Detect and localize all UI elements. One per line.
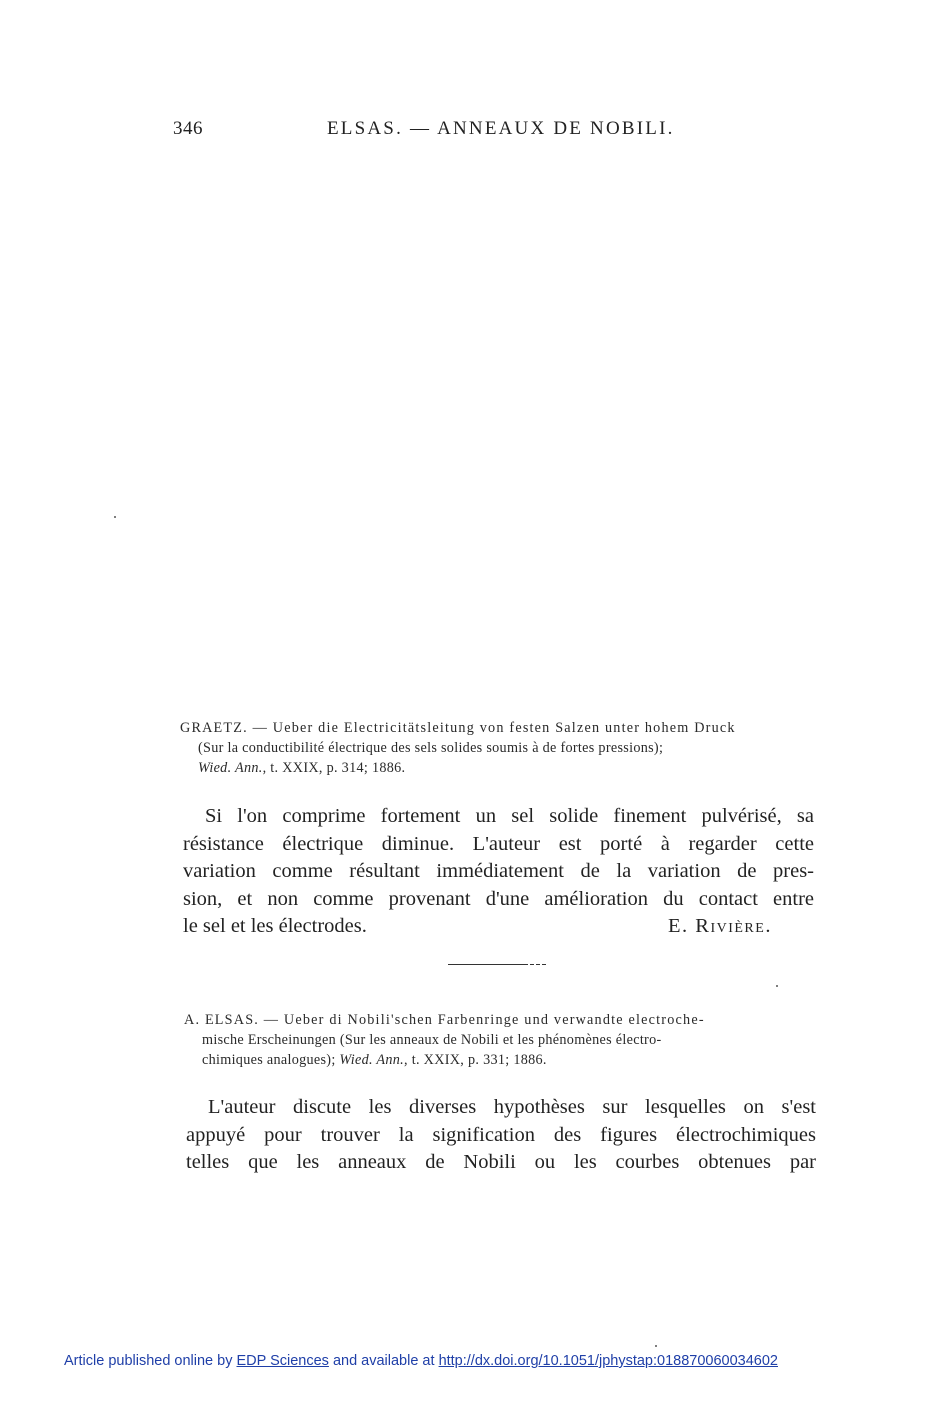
graetz-reference	[180, 718, 820, 778]
scan-speck	[114, 516, 116, 518]
reference-citation	[184, 1050, 824, 1070]
section-separator	[448, 964, 528, 965]
paragraph-line: L'auteur discute les diverses hypothèses sur lesquelles on s'est	[208, 1096, 816, 1118]
edp-sciences-link[interactable]: EDP Sciences	[236, 1353, 329, 1369]
paragraph-line: telles que les anneaux de Nobili ou les courbes obtenues par	[186, 1151, 816, 1173]
paragraph-line: sion, et non comme provenant d'une amélioration du contact entre	[183, 887, 814, 910]
footer-text: Article published online by	[64, 1353, 237, 1369]
reference-line: chimiques analogues);	[202, 1052, 340, 1068]
journal-name: Wied. Ann.	[198, 760, 263, 776]
publisher-footer	[64, 1353, 778, 1369]
running-header	[0, 118, 930, 146]
reference-line: GRAETZ. — Ueber die Electricitätsleitung von festen Salzen unter hohem Druck	[180, 720, 736, 736]
elsas-summary	[186, 1094, 816, 1177]
reference-line: mische Erscheinungen (Sur les anneaux de Nobili et les phénomènes électro-	[202, 1032, 662, 1048]
scan-speck	[776, 985, 778, 987]
page-number: 346	[173, 118, 203, 139]
graetz-summary	[183, 803, 814, 941]
scan-speck	[655, 1345, 657, 1347]
reference-line: (Sur la conductibilité électrique des sels solides soumis à de fortes pressions);	[198, 740, 664, 756]
paragraph-line: variation comme résultant immédiatement de la variation de pres-	[183, 860, 814, 882]
section-separator-dash	[530, 964, 546, 965]
citation-details: , t. XXIX, p. 331; 1886.	[404, 1052, 547, 1068]
footer-text: and available at	[328, 1353, 439, 1369]
paragraph-line: Si l'on comprime fortement un sel solide finement pulvérisé, sa	[205, 805, 814, 827]
reference-line: A. ELSAS. — Ueber di Nobili'schen Farbenringe und verwandte electroche-	[184, 1012, 705, 1028]
citation-details: , t. XXIX, p. 314; 1886.	[262, 760, 406, 776]
elsas-reference	[184, 1010, 824, 1070]
paragraph-line: le sel et les électrodes.	[183, 915, 367, 937]
paragraph-last-line	[183, 913, 814, 941]
paragraph-line: résistance électrique diminue. L'auteur est porté à regarder cette	[183, 832, 814, 855]
running-title: ELSAS. — ANNEAUX DE NOBILI.	[327, 118, 675, 139]
reference-citation	[180, 758, 820, 778]
paragraph-line: appuyé pour trouver la signification des figures électrochimiques	[186, 1123, 816, 1146]
journal-name: Wied. Ann.	[339, 1052, 405, 1068]
doi-link[interactable]: http://dx.doi.org/10.1051/jphystap:018870060034602	[438, 1353, 778, 1369]
author-signature: E. Rivière.	[668, 915, 772, 937]
